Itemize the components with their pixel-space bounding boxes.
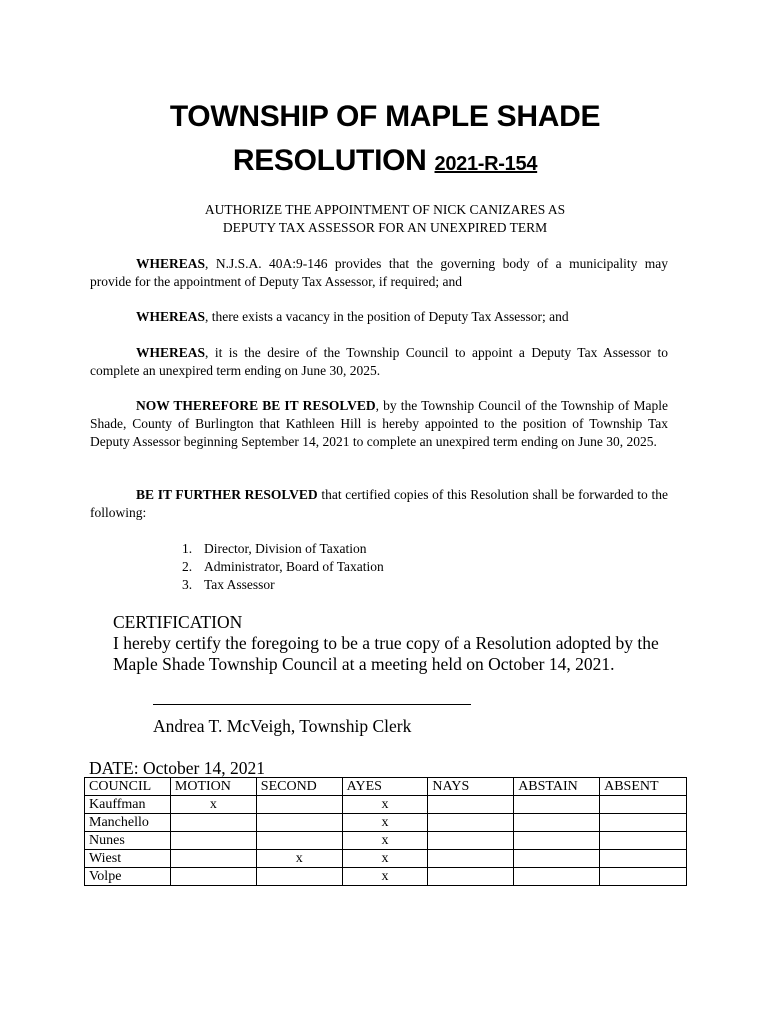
motion-cell bbox=[170, 850, 256, 868]
paragraph-lead: WHEREAS bbox=[136, 309, 206, 324]
subtitle-line-2: DEPUTY TAX ASSESSOR FOR AN UNEXPIRED TERM bbox=[222, 220, 548, 235]
council-member-name: Kauffman bbox=[85, 796, 171, 814]
paragraph-lead: WHEREAS bbox=[136, 345, 206, 360]
nays-cell bbox=[428, 796, 514, 814]
certification-line-2: Maple Shade Township Council at a meeting held on October 14, 2021. bbox=[113, 654, 615, 674]
abstain-cell bbox=[514, 868, 600, 886]
paragraph-lead: WHEREAS bbox=[136, 256, 206, 271]
column-header-abstain: ABSTAIN bbox=[514, 778, 600, 796]
column-header-nays: NAYS bbox=[428, 778, 514, 796]
ayes-cell: x bbox=[342, 796, 428, 814]
resolved-paragraph bbox=[90, 397, 668, 451]
column-header-absent: ABSENT bbox=[600, 778, 687, 796]
absent-cell bbox=[600, 832, 687, 850]
table-row bbox=[85, 814, 687, 832]
second-cell bbox=[256, 814, 342, 832]
column-header-council: COUNCIL bbox=[85, 778, 171, 796]
distribution-list bbox=[182, 540, 384, 594]
second-cell bbox=[256, 796, 342, 814]
absent-cell bbox=[600, 868, 687, 886]
second-cell bbox=[256, 832, 342, 850]
whereas-paragraph-3 bbox=[90, 344, 668, 380]
absent-cell bbox=[600, 850, 687, 868]
abstain-cell bbox=[514, 832, 600, 850]
vote-table bbox=[84, 777, 687, 886]
absent-cell bbox=[600, 814, 687, 832]
table-row bbox=[85, 832, 687, 850]
whereas-paragraph-1 bbox=[90, 255, 668, 291]
certification-date: DATE: October 14, 2021 bbox=[89, 758, 265, 778]
abstain-cell bbox=[514, 814, 600, 832]
column-header-motion: MOTION bbox=[170, 778, 256, 796]
motion-cell: x bbox=[170, 796, 256, 814]
absent-cell bbox=[600, 796, 687, 814]
abstain-cell bbox=[514, 850, 600, 868]
council-member-name: Nunes bbox=[85, 832, 171, 850]
paragraph-lead: BE IT FURTHER RESOLVED bbox=[136, 487, 318, 502]
ayes-cell: x bbox=[342, 814, 428, 832]
motion-cell bbox=[170, 814, 256, 832]
second-cell bbox=[256, 868, 342, 886]
paragraph-text: that certified copies of this Resolution shall be forwarded to the following: bbox=[90, 487, 668, 520]
resolution-label: RESOLUTION bbox=[232, 144, 427, 177]
council-member-name: Wiest bbox=[85, 850, 171, 868]
table-row bbox=[85, 868, 687, 886]
abstain-cell bbox=[514, 796, 600, 814]
table-row bbox=[85, 850, 687, 868]
motion-cell bbox=[170, 832, 256, 850]
motion-cell bbox=[170, 868, 256, 886]
signature-line bbox=[153, 704, 471, 705]
ayes-cell: x bbox=[342, 850, 428, 868]
subtitle-line-1: AUTHORIZE THE APPOINTMENT OF NICK CANIZARES AS bbox=[204, 202, 566, 217]
ayes-cell: x bbox=[342, 832, 428, 850]
paragraph-text: , there exists a vacancy in the position of Deputy Tax Assessor; and bbox=[205, 309, 569, 324]
paragraph-text: , N.J.S.A. 40A:9-146 provides that the governing body of a municipality may provide for the appointment of Deputy Tax Assessor, if required; and bbox=[90, 256, 668, 289]
clerk-signature-name: Andrea T. McVeigh, Township Clerk bbox=[153, 716, 412, 736]
paragraph-lead: NOW THEREFORE BE IT RESOLVED bbox=[136, 398, 376, 413]
council-member-name: Volpe bbox=[85, 868, 171, 886]
nays-cell bbox=[428, 850, 514, 868]
resolution-number: 2021-R-154 bbox=[434, 153, 538, 175]
certification-line-1: I hereby certify the foregoing to be a true copy of a Resolution adopted by the bbox=[113, 633, 659, 653]
second-cell: x bbox=[256, 850, 342, 868]
further-resolved-paragraph bbox=[90, 486, 668, 522]
paragraph-text: , by the Township Council of the Township of Maple Shade, County of Burlington that Kathleen Hill is hereby appointed to the position of Township Tax Deputy Assessor beginning September 14, 2021 to complete an unexpired term ending on June 30, 2025. bbox=[90, 398, 668, 449]
vote-table-header bbox=[85, 778, 687, 796]
resolution-heading bbox=[0, 144, 770, 181]
column-header-second: SECOND bbox=[256, 778, 342, 796]
nays-cell bbox=[428, 814, 514, 832]
list-item: 2. Administrator, Board of Taxation bbox=[182, 559, 384, 574]
column-header-ayes: AYES bbox=[342, 778, 428, 796]
whereas-paragraph-2 bbox=[90, 308, 668, 326]
council-member-name: Manchello bbox=[85, 814, 171, 832]
list-item: 3. Tax Assessor bbox=[182, 577, 275, 592]
nays-cell bbox=[428, 868, 514, 886]
nays-cell bbox=[428, 832, 514, 850]
certification-heading: CERTIFICATION bbox=[113, 612, 243, 632]
document-title: TOWNSHIP OF MAPLE SHADE bbox=[169, 100, 601, 133]
paragraph-text: , it is the desire of the Township Council to appoint a Deputy Tax Assessor to complete an unexpired term ending on June 30, 2025. bbox=[90, 345, 668, 378]
table-row bbox=[85, 796, 687, 814]
list-item: 1. Director, Division of Taxation bbox=[182, 541, 367, 556]
ayes-cell: x bbox=[342, 868, 428, 886]
